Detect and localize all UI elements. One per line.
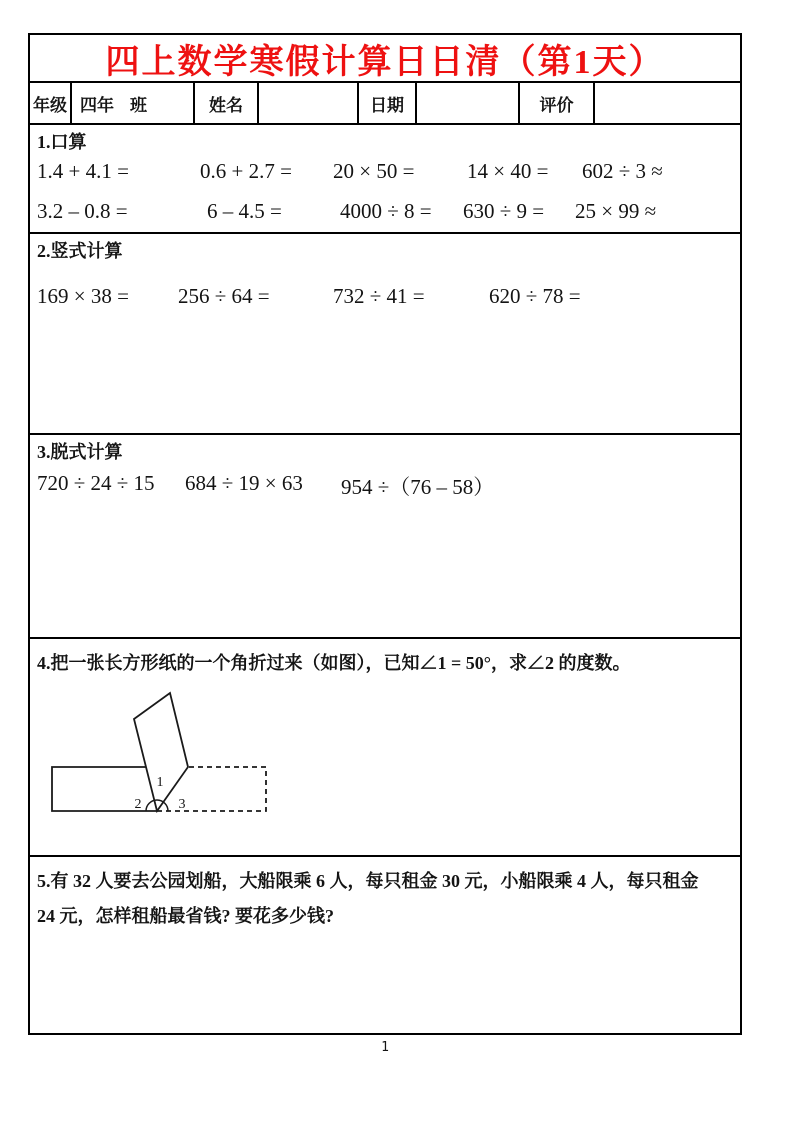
folded-flap: [134, 693, 188, 811]
oral-expression: 630 ÷ 9 =: [463, 199, 545, 223]
oral-expression: 20 × 50 =: [333, 159, 415, 183]
boat-problem-line2: 24 元，怎样租船最省钱? 要花多少钱?: [37, 906, 334, 926]
angle-1-label: 1: [156, 775, 164, 790]
grade-value: 四年: [80, 95, 114, 115]
page-title: 四上数学寒假计算日日清（第1天）: [105, 43, 665, 81]
name-field[interactable]: [259, 83, 359, 123]
date-field[interactable]: [417, 83, 520, 123]
stepwise-expression: 720 ÷ 24 ÷ 15: [37, 471, 155, 495]
section-boat-problem: [30, 857, 740, 1033]
angle-3-label: 3: [178, 797, 186, 812]
section-vertical-calculation: [30, 234, 740, 435]
student-info-row: [30, 83, 740, 125]
stepwise-expression: 954 ÷（76 – 58）: [341, 475, 495, 499]
vertical-expression: 732 ÷ 41 =: [333, 284, 425, 308]
worksheet-table: [28, 33, 742, 1035]
oral-expression: 25 × 99 ≈: [575, 199, 657, 223]
fold-figure: [40, 687, 280, 827]
section-oral-calculation: [30, 125, 740, 234]
oral-expression: 3.2 – 0.8 =: [37, 199, 128, 223]
vertical-expression: 256 ÷ 64 =: [178, 284, 270, 308]
oral-expression: 602 ÷ 3 ≈: [582, 159, 663, 183]
section-stepwise-label: 3.脱式计算: [37, 442, 123, 462]
section-oral-label: 1.口算: [37, 132, 87, 152]
evaluation-label: 评价: [520, 83, 595, 123]
section-fold-problem: [30, 639, 740, 857]
vertical-expression: 169 × 38 =: [37, 284, 129, 308]
boat-problem-line1: 5.有 32 人要去公园划船，大船限乘 6 人，每只租金 30 元，小船限乘 4 人，每只租金: [37, 871, 699, 891]
section-vertical-label: 2.竖式计算: [37, 241, 123, 261]
name-label: 姓名: [195, 83, 259, 123]
evaluation-field[interactable]: [595, 83, 740, 123]
oral-expression: 1.4 + 4.1 =: [37, 159, 129, 183]
section-stepwise-calculation: [30, 435, 740, 639]
vertical-expression: 620 ÷ 78 =: [489, 284, 581, 308]
stepwise-expression: 684 ÷ 19 × 63: [185, 471, 303, 495]
grade-class-cell: [72, 83, 195, 123]
class-suffix-label: 班: [130, 95, 147, 115]
fold-problem-text: 4.把一张长方形纸的一个角折过来（如图），已知∠1 = 50°，求∠2 的度数。: [37, 653, 631, 673]
oral-expression: 14 × 40 =: [467, 159, 549, 183]
oral-expression: 4000 ÷ 8 =: [340, 199, 432, 223]
title-row: [30, 35, 740, 83]
oral-expression: 0.6 + 2.7 =: [200, 159, 292, 183]
page-number: 1: [381, 1040, 389, 1055]
angle-2-label: 2: [134, 797, 142, 812]
date-label: 日期: [359, 83, 417, 123]
grade-label: 年级: [30, 83, 72, 123]
oral-expression: 6 – 4.5 =: [207, 199, 282, 223]
